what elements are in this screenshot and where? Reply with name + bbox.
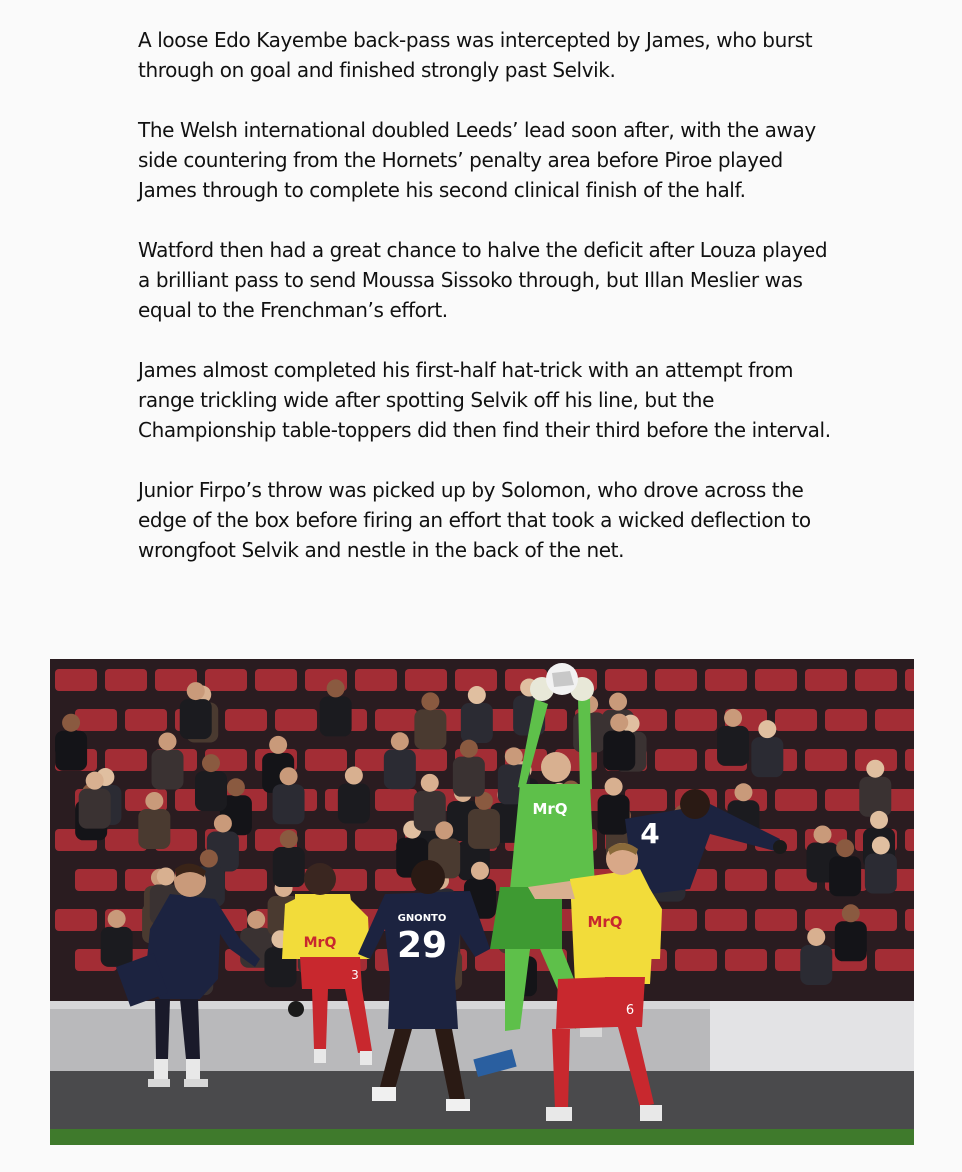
seat bbox=[605, 669, 647, 691]
spectator-head bbox=[280, 767, 298, 785]
dugout-wall bbox=[50, 1071, 914, 1131]
spectator-head bbox=[108, 910, 126, 928]
gnonto-name: GNONTO bbox=[397, 913, 447, 924]
seat bbox=[705, 909, 747, 931]
spectator-head bbox=[814, 825, 832, 843]
watford-sponsor-right: MrQ bbox=[587, 913, 623, 931]
seat bbox=[125, 709, 167, 731]
spectator-head bbox=[202, 754, 220, 772]
watford-sponsor-left: MrQ bbox=[303, 935, 337, 951]
spectator-head bbox=[159, 732, 177, 750]
spectator bbox=[195, 771, 227, 811]
match-photo bbox=[50, 659, 914, 1145]
keeper-sponsor: MrQ bbox=[532, 800, 568, 818]
spectator-head bbox=[605, 778, 623, 796]
spectator-head bbox=[280, 830, 298, 848]
spectator-head bbox=[269, 736, 287, 754]
seat bbox=[775, 789, 817, 811]
pitch bbox=[50, 1129, 914, 1145]
spectator bbox=[865, 853, 897, 893]
spectator-head bbox=[807, 928, 825, 946]
seat bbox=[655, 749, 697, 771]
seat bbox=[825, 709, 867, 731]
article-paragraph-5: Junior Firpo’s throw was picked up by Solomon, who drove across the edge of the box before firing an effort that took a wicked deflection to wrongfoot Selvik and nestle in the back of the net. bbox=[138, 478, 811, 562]
spectator bbox=[468, 809, 500, 849]
spectator-head bbox=[157, 867, 175, 885]
seat bbox=[805, 749, 847, 771]
article-paragraph-2: The Welsh international doubled Leeds’ lead soon after, with the away side countering from the Hornets’ penalty area before Piroe played James through to complete his second clinical finish of the half. bbox=[138, 118, 816, 202]
article-body bbox=[138, 25, 838, 595]
seat bbox=[705, 669, 747, 691]
spectator bbox=[180, 699, 212, 739]
gnonto-number: 29 bbox=[396, 925, 448, 966]
match-photo-illustration bbox=[50, 659, 914, 1145]
spectator bbox=[461, 703, 493, 743]
seat bbox=[905, 669, 914, 691]
spectator-head bbox=[836, 839, 854, 857]
seat bbox=[305, 749, 347, 771]
watford-number-left: 3 bbox=[351, 968, 359, 982]
seat bbox=[55, 669, 97, 691]
spectator bbox=[414, 709, 446, 749]
spectator bbox=[138, 809, 170, 849]
seat bbox=[905, 749, 914, 771]
seat bbox=[75, 869, 117, 891]
seat bbox=[55, 909, 97, 931]
seat bbox=[675, 949, 717, 971]
article-paragraph-1: A loose Edo Kayembe back-pass was intercepted by James, who burst through on goal and finished strongly past Selvik. bbox=[138, 28, 813, 82]
seat bbox=[625, 789, 667, 811]
spectator-head bbox=[421, 692, 439, 710]
spectator bbox=[751, 737, 783, 777]
spectator bbox=[55, 731, 87, 771]
spectator-head bbox=[247, 911, 265, 929]
seat bbox=[755, 909, 797, 931]
spectator-head bbox=[842, 904, 860, 922]
spectator-head bbox=[62, 714, 80, 732]
spectator-head bbox=[758, 720, 776, 738]
spectator-head bbox=[187, 682, 205, 700]
spectator-head bbox=[468, 686, 486, 704]
spectator bbox=[152, 749, 184, 789]
spectator-head bbox=[214, 814, 232, 832]
seat bbox=[105, 749, 147, 771]
seat bbox=[875, 709, 914, 731]
seat bbox=[725, 869, 767, 891]
seat bbox=[375, 709, 417, 731]
spectator bbox=[273, 847, 305, 887]
spectator-head bbox=[345, 767, 363, 785]
seat bbox=[225, 869, 267, 891]
spectator-head bbox=[505, 747, 523, 765]
article-paragraph-4: James almost completed his first-half hat-trick with an attempt from range trickling wide after spotting Selvik off his line, but the Championship table-toppers did then find their third before the interval. bbox=[138, 358, 831, 442]
spectator-head bbox=[724, 709, 742, 727]
watford-number-right: 6 bbox=[625, 1003, 635, 1018]
seat bbox=[375, 789, 417, 811]
seat bbox=[305, 829, 347, 851]
spectator-head bbox=[435, 821, 453, 839]
seat bbox=[755, 669, 797, 691]
spectator bbox=[603, 731, 635, 771]
seat bbox=[275, 709, 317, 731]
spectator bbox=[273, 784, 305, 824]
spectator bbox=[717, 726, 749, 766]
seat bbox=[905, 909, 914, 931]
spectator-head bbox=[421, 774, 439, 792]
spectator-head bbox=[866, 760, 884, 778]
spectator bbox=[598, 795, 630, 835]
seat bbox=[355, 829, 397, 851]
spectator-head bbox=[610, 714, 628, 732]
spectator-head bbox=[471, 862, 489, 880]
spectator-head bbox=[460, 740, 478, 758]
spectator-head bbox=[227, 778, 245, 796]
seat bbox=[805, 669, 847, 691]
spectator-head bbox=[872, 836, 890, 854]
seat bbox=[905, 829, 914, 851]
spectator-head bbox=[86, 772, 104, 790]
article-paragraph-3: Watford then had a great chance to halve the deficit after Louza played a brilliant pass to send Moussa Sissoko through, but Illan Meslier was equal to the Frenchman’s effort. bbox=[138, 238, 828, 322]
seat bbox=[255, 669, 297, 691]
spectator bbox=[338, 784, 370, 824]
spectator bbox=[835, 921, 867, 961]
seat bbox=[875, 949, 914, 971]
seat bbox=[105, 669, 147, 691]
spectator bbox=[79, 789, 111, 829]
seat bbox=[205, 669, 247, 691]
spectator-head bbox=[145, 792, 163, 810]
seat bbox=[355, 669, 397, 691]
spectator bbox=[320, 696, 352, 736]
seat bbox=[675, 709, 717, 731]
seat bbox=[225, 709, 267, 731]
spectator bbox=[829, 856, 861, 896]
spectator bbox=[453, 757, 485, 797]
spectator-head bbox=[870, 811, 888, 829]
seat bbox=[655, 669, 697, 691]
spectator-head bbox=[734, 783, 752, 801]
spectator bbox=[800, 945, 832, 985]
seat bbox=[75, 709, 117, 731]
seat bbox=[725, 949, 767, 971]
seat bbox=[405, 669, 447, 691]
spectator bbox=[384, 749, 416, 789]
spectator-head bbox=[391, 732, 409, 750]
spectator-head bbox=[609, 693, 627, 711]
spectator-head bbox=[327, 679, 345, 697]
spectator bbox=[859, 777, 891, 817]
seat bbox=[775, 709, 817, 731]
seat bbox=[855, 669, 897, 691]
leeds-defender-number: 4 bbox=[640, 817, 660, 850]
spectator-head bbox=[200, 850, 218, 868]
spectator bbox=[101, 927, 133, 967]
